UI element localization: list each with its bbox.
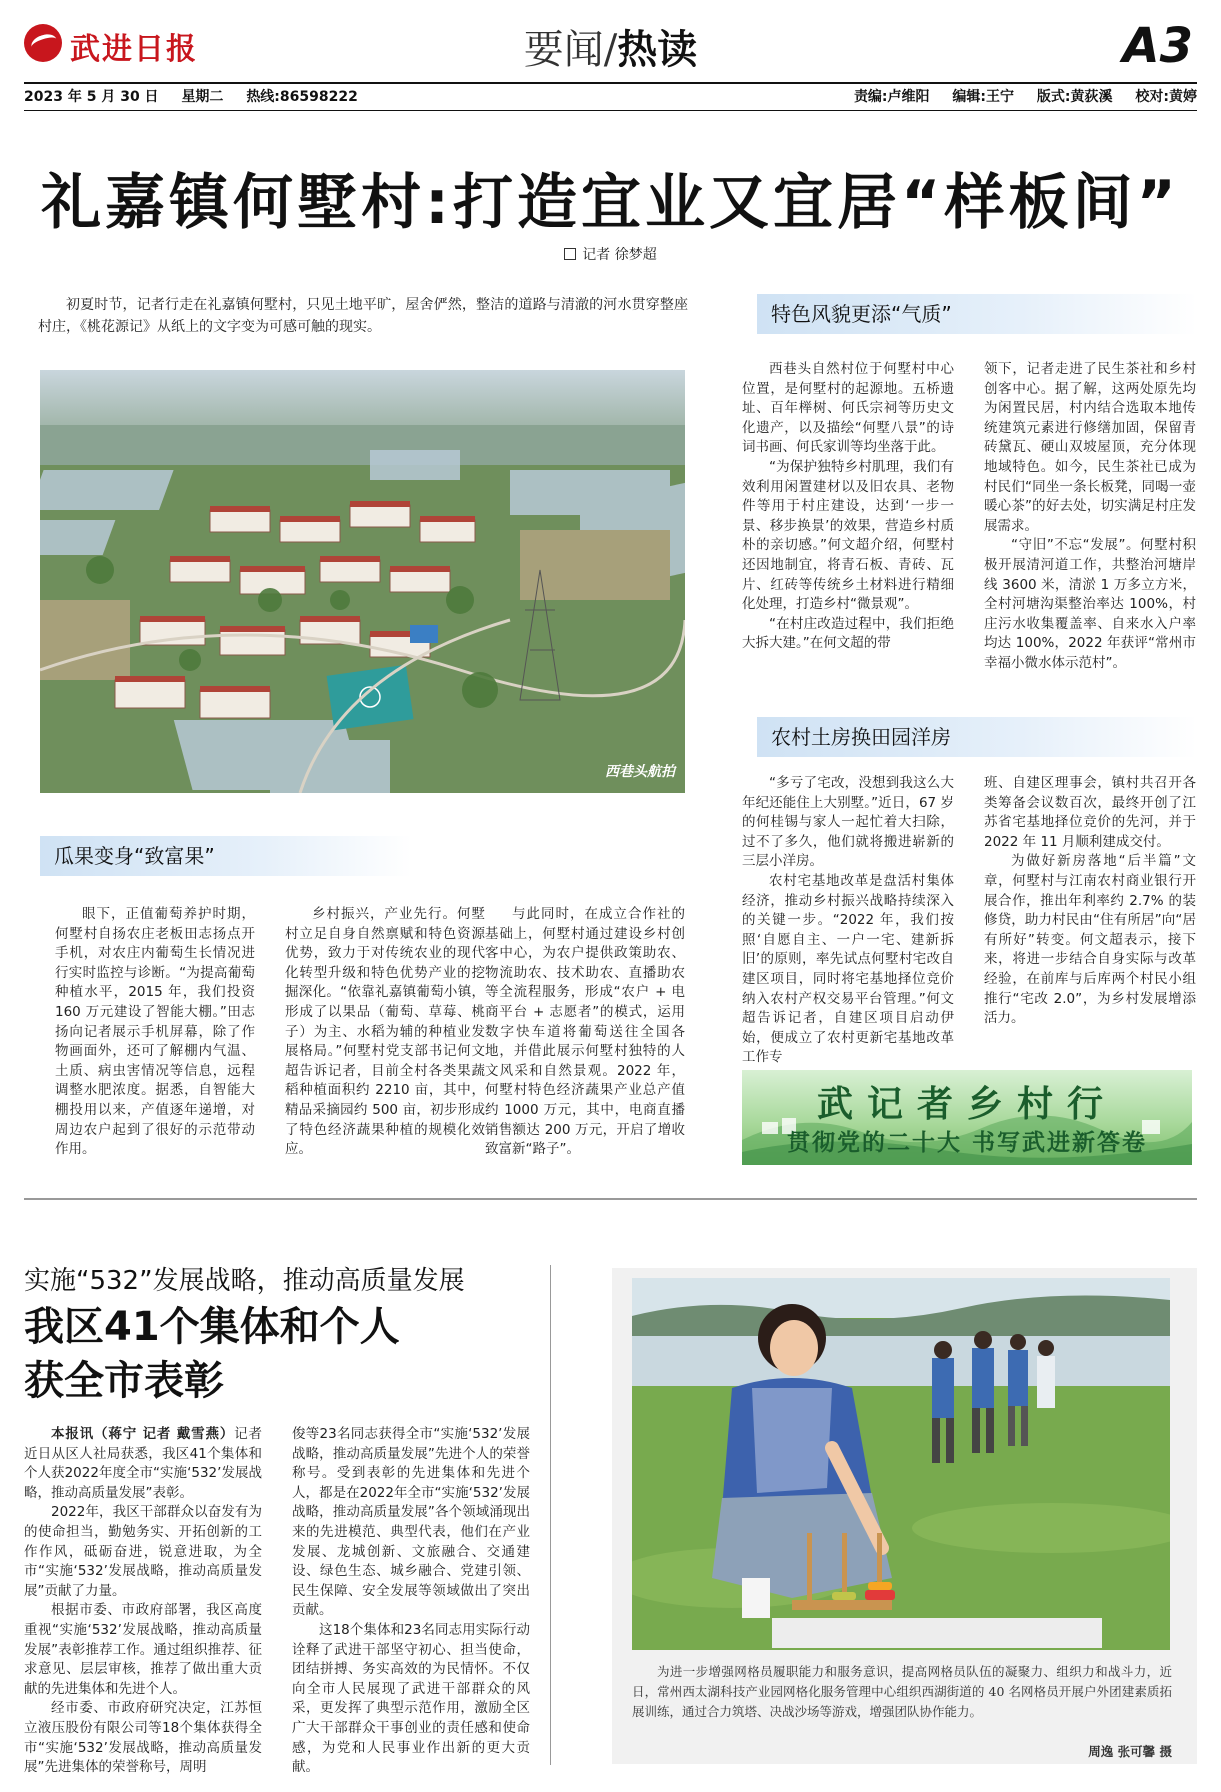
paragraph: 经市委、市政府研究决定，江苏恒立液压股份有限公司等18个集体获得全市“实施‘532’发展战略，推动高质量发展”先进集体的荣誉称号，周明 <box>24 1700 262 1776</box>
article-column-right-4 <box>984 774 1196 1029</box>
article-byline <box>0 244 1221 264</box>
paragraph: 2022年，我区干部群众以奋发有为的使命担当，勤勉务实、开拓创新的工作作风，砥砺奋进，锐意进取，为全市“实施‘532’发展战略，推动高质量发展”贡献了力量。 <box>24 1504 262 1599</box>
issue-date: 2023 年 5 月 30 日 <box>24 89 159 105</box>
paragraph: 根据市委、市政府部署，我区高度重视“实施‘532’发展战略，推动高质量发展”表彰推荐工作。通过组织推荐、征求意见、层层审核，推荐了做出重大贡献的先进集体和先进个人。 <box>24 1602 262 1697</box>
section-title <box>0 18 1221 75</box>
photo-caption: 为进一步增强网格员履职能力和服务意识，提高网格员队伍的凝聚力、组织力和战斗力，近日，常州西太湖科技产业园网格化服务管理中心组织西湖街道的 40 名网格员开展户外团建素质拓展训练，通过合力筑塔、决战沙场等游戏，增强团队协作能力。 <box>632 1664 1172 1719</box>
article2-byline: 本报讯（蒋宁 记者 戴雪燕） <box>51 1426 235 1442</box>
photo-caption-credit: 周逸 张可馨 摄 <box>1088 1744 1172 1759</box>
logo-text: 武进日报 <box>70 32 198 67</box>
team-building-illustration <box>632 1278 1170 1650</box>
column-divider <box>550 1265 551 1765</box>
editor: 编辑:王宁 <box>952 89 1015 105</box>
paragraph: 与此同时，在成立合作社的基础上，何墅村通过建设乡村创客中心，为农户提供政策助农、物流助农、技术助农、直播助农等全流程服务，形成“农户 + 电商平台 + 志愿者”的模式，运用数字快车道将葡萄送往全国各地，并借此展示何墅村独特的人文风采和自然景观。2022 年，何墅村特色经济蔬果产业总产值约 1000 万元，其中，电商直播销售额达 200 万元，开启了增收致富新“路子”。 <box>485 906 685 1158</box>
section-main: 热读 <box>617 27 698 73</box>
info-bar <box>24 86 1197 108</box>
article-headline: 礼嘉镇何墅村:打造宜业又宜居“样板间” <box>41 168 1180 238</box>
paragraph: “在村庄改造过程中，我们拒绝大拆大建。”在何文超的带 <box>742 615 954 652</box>
paragraph: 领下，记者走进了民生茶社和乡村创客中心。据了解，这两处原先均为闲置民居，村内结合选取本地传统建筑元素进行修缮加固，保留青砖黛瓦、硬山双坡屋顶，充分体现地域特色。如今，民生茶社已成为村民们“同坐一条长板凳，同喝一壶暖心茶”的好去处，切实满足村庄发展需求。 <box>984 361 1196 534</box>
layout-designer: 版式:黄荻溪 <box>1036 89 1113 105</box>
page-number: A3 <box>1122 18 1193 74</box>
article-column-right-3 <box>742 774 954 1068</box>
article2-lead: 记者近日从区人社局获悉，我区41个集体和个人获2022年度全市“实施‘532’发展战略，推动高质量发展”表彰。 <box>24 1426 262 1501</box>
info-rule <box>24 110 1197 111</box>
info-right <box>854 86 1197 108</box>
issue-weekday: 星期二 <box>181 89 224 105</box>
article2-column-2 <box>292 1425 530 1778</box>
subhead-features: 特色风貌更添“气质” <box>757 294 1197 334</box>
article2-headline <box>24 1300 524 1408</box>
masthead-rule <box>24 82 1197 84</box>
banner-subtitle: 贯彻党的二十大 书写武进新答卷 <box>786 1129 1147 1156</box>
article2-headline-line2: 获全市表彰 <box>24 1358 224 1404</box>
article-column-left-2 <box>285 905 485 1160</box>
proofreader: 校对:黄婷 <box>1135 89 1197 105</box>
paragraph: 为做好新房落地“后半篇”文章，何墅村与江南农村商业银行开展合作，推出年利率约 2.7% 的装修贷，助力村民由“住有所居”向“居有所好”转变。何文超表示，接下来，将进一步结合自身实际与改革经验，在前库与后库两个村民小组推行“宅改 2.0”，为乡村发展增添活力。 <box>984 853 1196 1027</box>
section-divider <box>24 1198 1197 1200</box>
subhead-housing: 农村土房换田园洋房 <box>757 717 1197 757</box>
paragraph: 乡村振兴，产业先行。何墅村立足自身自然禀赋和特色资源优势，致力于对传统农业的现代化转型升级和特色优势产业的挖掘深化。“依靠礼嘉镇葡萄小镇，形成了以果品（葡萄、草莓、桃子）为主、水稻为辅的种植业发展格局。”何墅村党支部书记何文超告诉记者，目前全村各类果蔬稻种植面积约 2210 亩，其中，精品采摘园约 500 亩，初步形成了特色经济蔬果种植的规模化效应。 <box>285 906 485 1158</box>
lead-paragraph: 初夏时节，记者行走在礼嘉镇何墅村，只见土地平旷，屋舍俨然，整洁的道路与清澈的河水贯穿整座村庄，《桃花源记》从纸上的文字变为可感可触的现实。 <box>38 297 688 335</box>
paragraph: “守旧”不忘“发展”。何墅村积极开展清河道工作，共整治河塘岸线 3600 米，清淤 1 万多立方米，全村河塘沟渠整治率达 100%，村庄污水收集覆盖率、自来水入户率均达 100%，2022 年获评“常州市幸福小微水体示范村”。 <box>984 537 1196 671</box>
series-banner <box>742 1070 1192 1165</box>
aerial-village-photo <box>40 370 685 793</box>
info-left <box>24 86 376 108</box>
paragraph: 西巷头自然村位于何墅村中心位置，是何墅村的起源地。五桥遗址、百年榉树、何氏宗祠等历史文化遗产，以及描绘“何墅八景”的诗词书画、何氏家训等均坐落于此。 <box>742 361 954 456</box>
banner-title: 武记者乡村行 <box>816 1083 1117 1125</box>
section-prefix: 要闻/ <box>523 27 618 73</box>
photo-credit: 西巷头航拍 <box>605 764 675 780</box>
team-building-photo <box>632 1278 1170 1650</box>
editor-in-charge: 责编:卢维阳 <box>853 89 930 105</box>
paragraph: “多亏了宅改，没想到我这么大年纪还能住上大别墅。”近日，67 岁的何桂锡与家人一起忙着大扫除，过不了多久，他们就将搬进崭新的三层小洋房。 <box>742 775 954 870</box>
article-column-left-1 <box>55 905 255 1160</box>
byline-square-icon <box>564 248 576 260</box>
article2-kicker: 实施“532”发展战略，推动高质量发展 <box>24 1266 465 1296</box>
article-column-right-1 <box>742 360 954 654</box>
article-column-right-2 <box>984 360 1196 674</box>
subhead-fruits: 瓜果变身“致富果” <box>40 836 412 876</box>
paragraph: 眼下，正值葡萄养护时期，何墅村自扬农庄老板田志扬点开手机，对农庄内葡萄生长情况进行实时监控与诊断。“为提高葡萄种植水平，2015 年，我们投资 160 万元建设了智能大棚。”田志扬向记者展示手机屏幕，除了作物画面外，还可了解棚内气温、土质、病虫害情况等信息，远程调整水肥浓度。据悉，自智能大棚投用以来，产值逐年递增，对周边农户起到了很好的示范带动作用。 <box>55 906 255 1158</box>
aerial-photo-illustration <box>40 370 685 793</box>
paragraph: 农村宅基地改革是盘活村集体经济，推动乡村振兴战略持续深入的关键一步。“2022 年，我们按照‘自愿自主、一户一宅、建新拆旧’的原则，率先试点何墅村宅改自建区项目，同时将宅基地择位竞价纳入农村产权交易平台管理。”何文超告诉记者，自建区项目启动伊始，便成立了农村更新宅基地改革工作专 <box>742 872 954 1066</box>
paragraph: “为保护独特乡村肌理，我们有效利用闲置建材以及旧农具、老物件等用于村庄建设，达到‘一步一景、移步换景’的效果，营造乡村质朴的亲切感。”何文超介绍，何墅村还因地制宜，将青石板、青砖、瓦片、红砖等传统乡土材料进行精细化处理，打造乡村“微景观”。 <box>742 458 954 613</box>
paragraph <box>24 1425 262 1503</box>
article2-headline-line1: 我区41个集体和个人 <box>24 1304 400 1350</box>
byline-text: 记者 徐梦超 <box>582 247 657 263</box>
paragraph: 这18个集体和23名同志用实际行动诠释了武进干部坚守初心、担当使命，团结拼搏、务实高效的为民情怀。不仅向全市人民展现了武进干部群众的风采，更发挥了典型示范作用，激励全区广大干部群众干事创业的责任感和使命感，为党和人民事业作出新的更大贡献。 <box>292 1621 530 1776</box>
paragraph: 班、自建区理事会，镇村共召开各类筹备会议数百次，最终开创了江苏省宅基地择位竞价的先河，并于 2022 年 11 月顺利建成交付。 <box>984 775 1196 850</box>
hotline: 热线:86598222 <box>246 89 358 105</box>
paragraph: 俊等23名同志获得全市“实施‘532’发展战略，推动高质量发展”先进个人的荣誉称号。受到表彰的先进集体和先进个人，都是在2022年全市“实施‘532’发展战略，推动高质量发展”各个领域涌现出来的先进模范、典型代表，他们在产业发展、龙城创新、文旅融合、交通建设、绿色生态、城乡融合、党建引领、民生保障、安全发展等领域做出了突出贡献。 <box>292 1426 530 1619</box>
article2-column-1 <box>24 1425 262 1778</box>
article-lead <box>38 294 688 338</box>
article-column-left-3 <box>485 905 685 1160</box>
